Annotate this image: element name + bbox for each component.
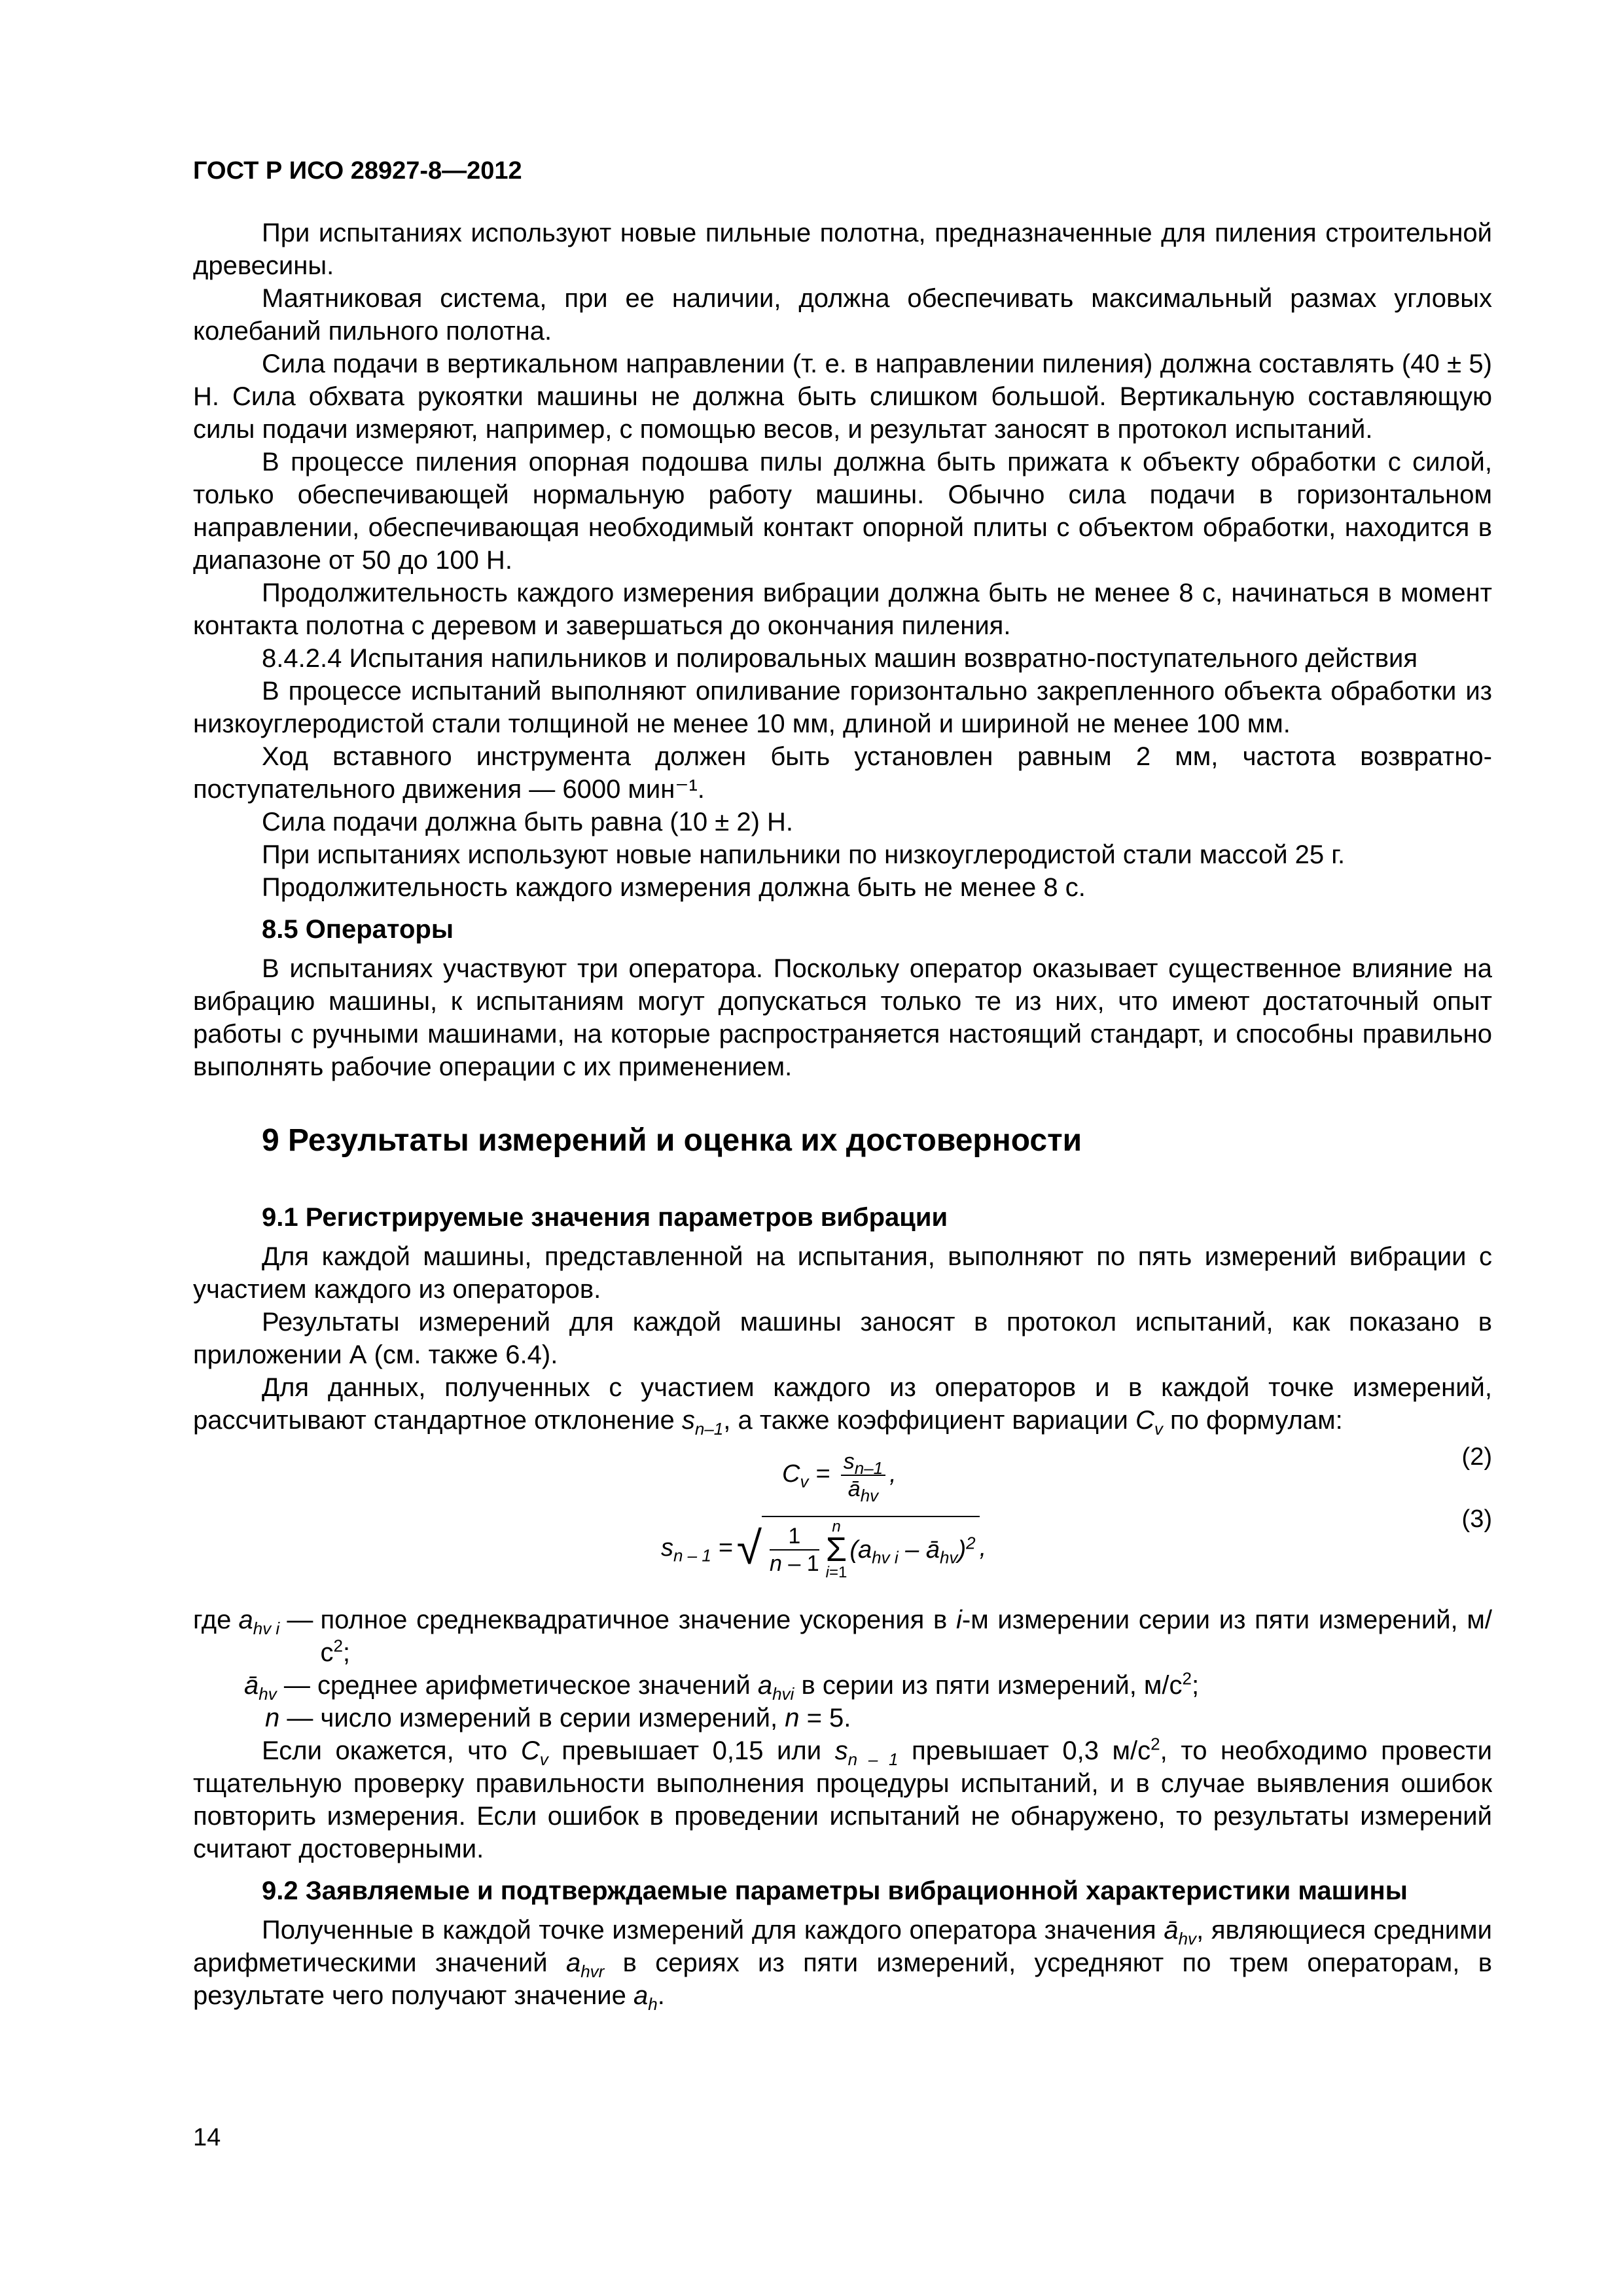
section-9-1-p3: Для данных, полученных с участием каждого из операторов и в каждой точке измерений, рассчитывают стандартное отклонение $s_{n-1}$, а также коэффициент вариации $C_v$ по формулам: bbox=[193, 1373, 1492, 1439]
paragraph: В процессе испытаний выполняют опиливание горизонтально закрепленного объекта обработки из низкоуглеродистой стали толщиной не менее 10 мм, длиной и шириной не менее 100 мм. bbox=[193, 677, 1492, 738]
paragraph: Маятниковая система, при ее наличии, должна обеспечивать максимальный размах угловых колебаний пильного полотна. bbox=[193, 284, 1492, 346]
paragraph: В процессе пиления опорная подошва пилы должна быть прижата к объекту обработки с силой, только обеспечивающей нормальную работу машины. Обычно сила подачи в горизонтальном направлении, обеспечивающая необходимый контакт опорной плиты с объектом обработки, находится в диапазоне от 50 до 100 Н. bbox=[193, 448, 1492, 575]
formula-2: $C_v$ = $\frac{s_{n-1}}{ā_{hv}}$ , (2) bbox=[782, 1443, 1492, 1505]
paragraph-cv-check: Если окажется, что $C_v$ превышает 0,15 или $s_{n - 1}$ превышает 0,3 $м/с^2$, то необходимо провести тщательную проверку правильности выполнения процедуры испытаний, и в случае выявления ошибок повторить измерения. Если ошибок в проведении испытаний не обнаружено, то результаты измерений считают достоверными. bbox=[193, 1734, 1493, 1863]
paragraph: Ход вставного инструмента должен быть установлен равным 2 мм, частота возвратно-поступательного движения — 6000 мин⁻¹. bbox=[193, 742, 1492, 804]
standard-header: ГОСТ Р ИСО 28927-8—2012 bbox=[193, 157, 522, 185]
paragraphs-block-a bbox=[193, 217, 1492, 904]
formula-3: $s_{n - 1}$ = √ $\frac{1}{n - 1}$ n Σ i=1 ($a_{hv i}$ – $ā_{hv})^2$ , (3) bbox=[661, 1505, 1492, 1581]
formula-number: (3) bbox=[1461, 1505, 1492, 1533]
page-number: 14 bbox=[193, 2124, 221, 2151]
section-8-5-text: В испытаниях участвуют три оператора. Поскольку оператор оказывает существенное влияние на вибрацию машины, к испытаниям могут допускаться только те из них, что имеют достаточный опыт работы с ручными машинами, на которые распространяется настоящий стандарт, и способны правильно выполнять рабочие операции с их применением. bbox=[193, 954, 1492, 1081]
paragraph: При испытаниях используют новые пильные полотна, предназначенные для пиления строительной древесины. bbox=[193, 219, 1492, 280]
section-9-2-title: 9.2 Заявляемые и подтверждаемые параметры вибрационной характеристики машины bbox=[262, 1876, 1408, 1905]
paragraph: Продолжительность каждого измерения должна быть не менее 8 с. bbox=[262, 873, 1086, 902]
paragraph: Сила подачи должна быть равна (10 ± 2) Н. bbox=[262, 808, 794, 836]
where-list bbox=[193, 1604, 1492, 1734]
section-9-1-p1: Для каждой машины, представленной на испытания, выполняют по пять измерений вибрации с участием каждого из операторов. bbox=[193, 1242, 1492, 1304]
section-8-5-title: 8.5 Операторы bbox=[262, 915, 454, 944]
formula-number: (2) bbox=[1461, 1443, 1492, 1471]
paragraph: Сила подачи в вертикальном направлении (т. е. в направлении пиления) должна составлять (40 ± 5) Н. Сила обхвата рукоятки машины не должна быть слишком большой. Вертикальную составляющую силы подачи измеряют, например, с помощью весов, и результат заносят в протокол испытаний. bbox=[193, 350, 1492, 444]
subclause-heading: 8.4.2.4 Испытания напильников и полировальных машин возвратно-поступательного действия bbox=[262, 644, 1418, 673]
document-page bbox=[193, 157, 1492, 2012]
where-item: где $a_{hv i}$ — полное среднеквадратичное значение ускорения в i-м измерении серии из пяти измерений, $м/с^2$; bbox=[193, 1605, 1492, 1667]
where-item: n — число измерений в серии измерений, n = 5. bbox=[265, 1704, 851, 1732]
paragraph: Продолжительность каждого измерения вибрации должна быть не менее 8 с, начинаться в момент контакта полотна с деревом и завершаться до окончания пиления. bbox=[193, 579, 1492, 640]
section-9-title: 9 Результаты измерений и оценка их достоверности bbox=[262, 1123, 1082, 1158]
paragraph: При испытаниях используют новые напильники по низкоуглеродистой стали массой 25 г. bbox=[262, 840, 1346, 869]
section-9-1-title: 9.1 Регистрируемые значения параметров вибрации bbox=[262, 1203, 948, 1232]
section-9-2-text: Полученные в каждой точке измерений для каждого оператора значения $ā_{hv}$, являющиеся средними арифметическими значений $a_{hvr}$ в сериях из пяти измерений, усредняют по трем операторам, в результате чего получают значение $a_h$. bbox=[193, 1916, 1492, 2014]
section-9-1-p2: Результаты измерений для каждой машины заносят в протокол испытаний, как показано в приложении А (см. также 6.4). bbox=[193, 1308, 1492, 1369]
where-item: $ā_{hv}$ — среднее арифметическое значений $a_{hvi}$ в серии из пяти измерений, $м/с^2$; bbox=[244, 1668, 1200, 1704]
